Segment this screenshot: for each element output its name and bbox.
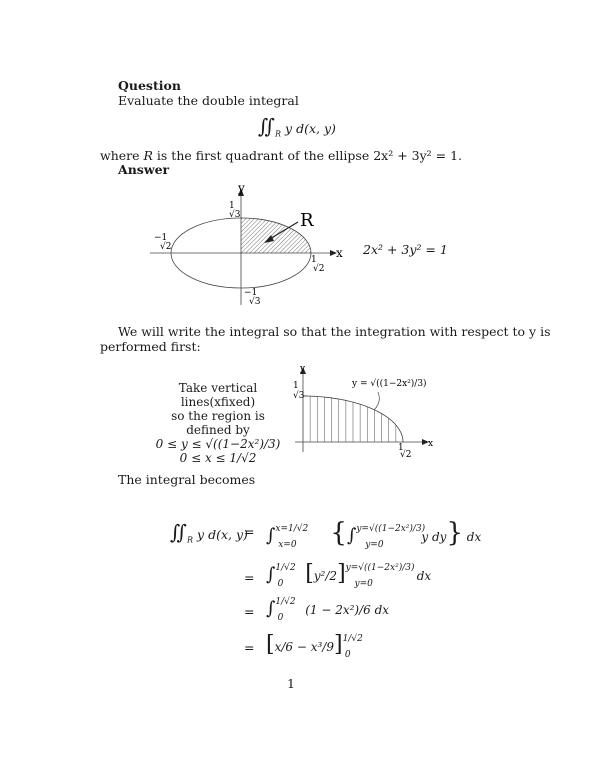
step-1-equals: = bbox=[244, 524, 255, 539]
svg-text:−1: −1 bbox=[244, 288, 258, 298]
step-3-rhs: ∫$^{1/√2}_0$ (1 − 2x²)/6 dx bbox=[266, 597, 390, 623]
y-axis-label: y bbox=[300, 364, 306, 374]
region-description: Take vertical lines(xfixed) so the region is defined by 0 ≤ y ≤ √((1−2x²)/3) 0 ≤ x ≤ 1/√2 bbox=[150, 381, 286, 465]
step-2-equals: = bbox=[244, 570, 255, 585]
svg-text:1: 1 bbox=[311, 255, 317, 265]
integrand: y d(x, y) bbox=[285, 121, 336, 136]
svg-text:1: 1 bbox=[398, 443, 404, 453]
x-axis-label: x bbox=[336, 246, 343, 260]
x-intercept-label: √2 bbox=[400, 450, 412, 458]
page-number: 1 bbox=[287, 676, 295, 691]
step-1-rhs: ∫$^{x=1/√2}_{x=0}$ {∫$^{y=√((1-2x^2)/3)}_{y=0}$ y dy} dx bbox=[266, 518, 482, 550]
region-label: R bbox=[300, 210, 314, 231]
question-where: where R is the first quadrant of the ellipse 2x² + 3y² = 1. bbox=[100, 148, 463, 163]
svg-text:1: 1 bbox=[229, 201, 235, 211]
paragraph-1-line-2: performed first: bbox=[100, 339, 201, 354]
y-intercept-label: √3 bbox=[293, 391, 305, 401]
x-axis-label: x bbox=[428, 439, 434, 449]
right-intercept-label: √2 bbox=[313, 264, 325, 274]
svg-text:−1: −1 bbox=[154, 233, 168, 243]
region-figure bbox=[290, 362, 440, 458]
ellipse-equation: 2x² + 3y² = 1 bbox=[363, 242, 448, 257]
paragraph-2: The integral becomes bbox=[118, 472, 256, 487]
integral-region: R bbox=[275, 129, 282, 139]
paragraph-1-line-1: We will write the integral so that the integration with respect to y is bbox=[118, 324, 551, 339]
step-4-equals: = bbox=[244, 640, 255, 655]
top-intercept-label: √3 bbox=[229, 210, 241, 220]
step-3-equals: = bbox=[244, 604, 255, 619]
step-1-lhs: $∬_R$ y d(x, y) bbox=[170, 520, 248, 545]
step-4-rhs: $[x/6 - x^3/9]^{1/√2}_0$ bbox=[266, 632, 363, 660]
y-axis-label: y bbox=[238, 181, 245, 195]
question-integral bbox=[258, 114, 336, 139]
double-integral-sign: ∬ bbox=[258, 114, 276, 138]
step-2-rhs: ∫$^{1/√2}_0$ $[y^2/2]^{y=√((1-2x^2)/3)}_{y=0}$ dx bbox=[266, 561, 432, 589]
curve-label-pointer bbox=[374, 392, 379, 410]
curve-equation-label: y = √((1−2x²)/3) bbox=[352, 379, 427, 389]
inequality-x: 0 ≤ x ≤ 1/√2 bbox=[179, 451, 257, 465]
answer-heading: Answer bbox=[118, 162, 170, 177]
question-intro: Evaluate the double integral bbox=[118, 93, 299, 108]
bottom-intercept-label: √3 bbox=[249, 297, 261, 307]
question-heading: Question bbox=[118, 78, 181, 93]
svg-text:1: 1 bbox=[293, 381, 299, 391]
vertical-strip-lines bbox=[303, 396, 396, 442]
left-intercept-label: √2 bbox=[160, 242, 172, 252]
inequality-y: 0 ≤ y ≤ √((1−2x²)/3) bbox=[155, 437, 281, 451]
